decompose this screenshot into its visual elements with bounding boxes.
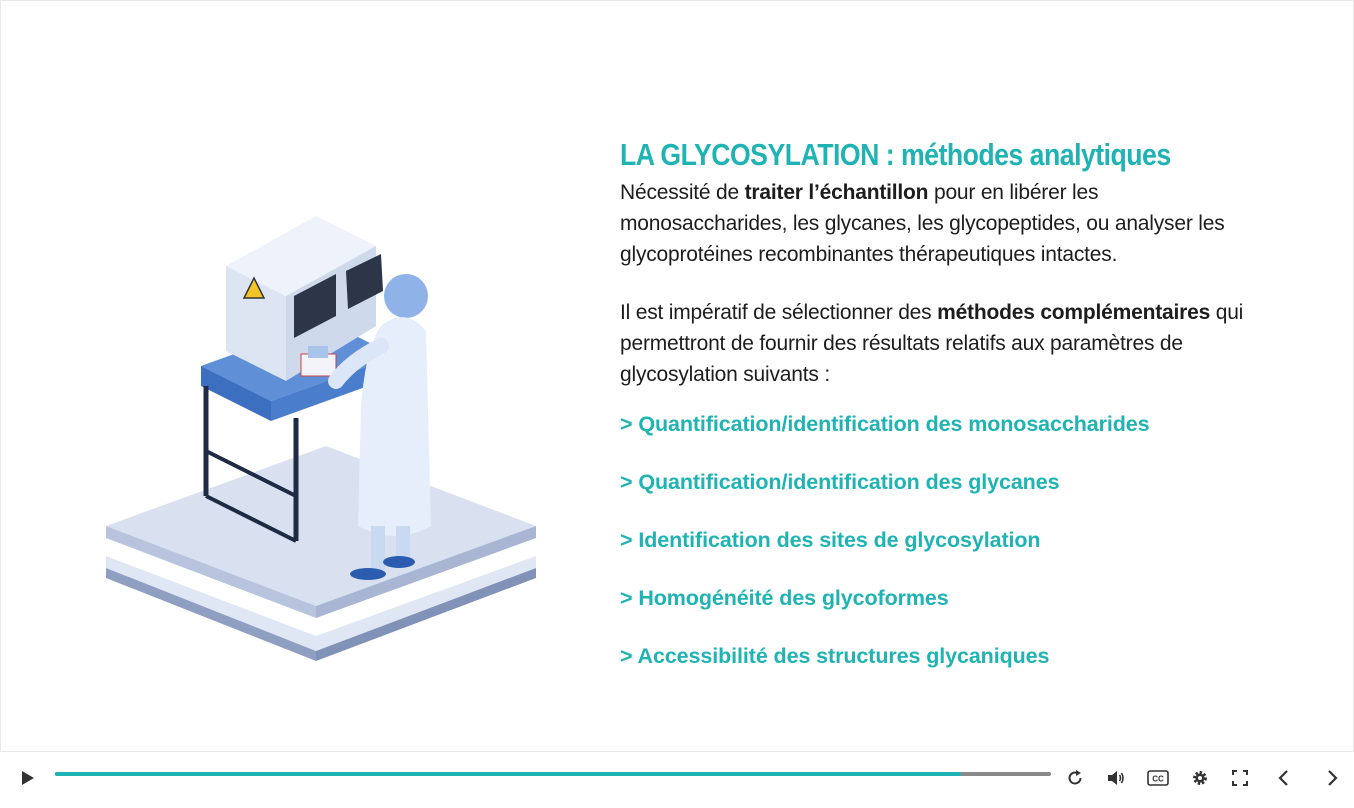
progress-bar[interactable] xyxy=(55,772,1051,776)
volume-icon xyxy=(1106,769,1126,787)
volume-button[interactable] xyxy=(1102,764,1130,792)
list-item: > Quantification/identification des glycanes xyxy=(620,470,1060,494)
progress-fill xyxy=(55,772,961,776)
list-item: > Identification des sites de glycosylation xyxy=(620,528,1041,552)
next-button[interactable] xyxy=(1318,764,1346,792)
play-button[interactable] xyxy=(13,764,41,792)
replay-button[interactable] xyxy=(1061,764,1089,792)
paragraph-complementary-methods: Il est impératif de sélectionner des méthodes complémentaires qui permettront de fournir des résultats relatifs aux paramètres de glycosylation suivants : xyxy=(620,301,1244,386)
list-item: > Accessibilité des structures glycaniques xyxy=(620,644,1050,668)
fullscreen-icon xyxy=(1232,770,1248,786)
captions-icon xyxy=(1147,770,1169,786)
settings-button[interactable] xyxy=(1186,764,1214,792)
gear-icon xyxy=(1191,769,1209,787)
paragraph-sample-treatment: Nécessité de traiter l’échantillon pour en libérer les monosaccharides, les glycanes, les glycopeptides, ou analyser les glycoprotéines recombinantes thérapeutiques intactes. xyxy=(620,181,1225,266)
chevron-right-icon xyxy=(1325,769,1339,787)
captions-button[interactable] xyxy=(1144,764,1172,792)
chevron-left-icon xyxy=(1277,769,1291,787)
slide-content xyxy=(620,135,1320,697)
svg-text:CC: CC xyxy=(1152,774,1164,784)
slide-title: LA GLYCOSYLATION : méthodes analytiques xyxy=(620,137,1171,172)
player-controls xyxy=(0,752,1354,808)
play-icon xyxy=(18,769,36,787)
list-item: > Quantification/identification des monosaccharides xyxy=(620,412,1150,436)
replay-icon xyxy=(1066,769,1084,787)
parameter-list xyxy=(620,407,1320,697)
lab-illustration xyxy=(96,206,546,696)
fullscreen-button[interactable] xyxy=(1226,764,1254,792)
list-item: > Homogénéité des glycoformes xyxy=(620,586,949,610)
previous-button[interactable] xyxy=(1270,764,1298,792)
